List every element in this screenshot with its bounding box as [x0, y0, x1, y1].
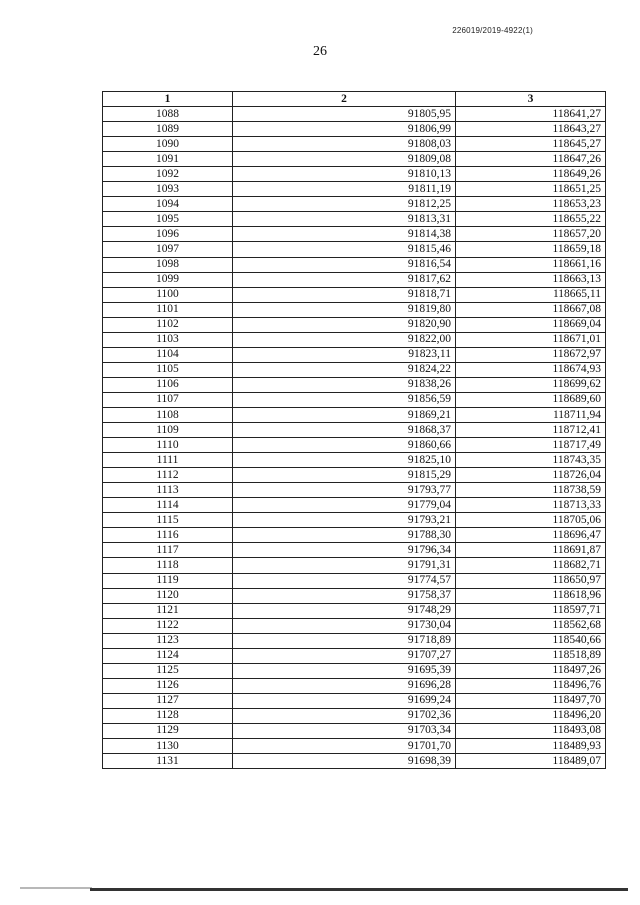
x-coordinate-cell: 91860,66	[233, 438, 456, 453]
table-header-row	[103, 92, 606, 107]
point-number-cell: 1109	[103, 423, 233, 438]
column-header-x: 2	[233, 92, 456, 107]
x-coordinate-cell: 91838,26	[233, 377, 456, 392]
table-row	[103, 573, 606, 588]
table-row	[103, 603, 606, 618]
y-coordinate-cell: 118696,47	[456, 528, 606, 543]
y-coordinate-cell: 118691,87	[456, 543, 606, 558]
table-row	[103, 543, 606, 558]
y-coordinate-cell: 118669,04	[456, 317, 606, 332]
x-coordinate-cell: 91707,27	[233, 648, 456, 663]
x-coordinate-cell: 91793,21	[233, 513, 456, 528]
y-coordinate-cell: 118665,11	[456, 287, 606, 302]
table-row	[103, 453, 606, 468]
y-coordinate-cell: 118650,97	[456, 573, 606, 588]
x-coordinate-cell: 91868,37	[233, 423, 456, 438]
table-row	[103, 558, 606, 573]
point-number-cell: 1122	[103, 618, 233, 633]
x-coordinate-cell: 91856,59	[233, 392, 456, 407]
x-coordinate-cell: 91748,29	[233, 603, 456, 618]
table-row	[103, 678, 606, 693]
table-row	[103, 588, 606, 603]
x-coordinate-cell: 91703,34	[233, 723, 456, 738]
y-coordinate-cell: 118661,16	[456, 257, 606, 272]
table-row	[103, 242, 606, 257]
point-number-cell: 1119	[103, 573, 233, 588]
x-coordinate-cell: 91824,22	[233, 362, 456, 377]
point-number-cell: 1129	[103, 723, 233, 738]
y-coordinate-cell: 118653,23	[456, 197, 606, 212]
x-coordinate-cell: 91730,04	[233, 618, 456, 633]
table-row	[103, 287, 606, 302]
table-row	[103, 633, 606, 648]
x-coordinate-cell: 91808,03	[233, 137, 456, 152]
y-coordinate-cell: 118497,70	[456, 693, 606, 708]
y-coordinate-cell: 118496,20	[456, 708, 606, 723]
y-coordinate-cell: 118643,27	[456, 122, 606, 137]
point-number-cell: 1120	[103, 588, 233, 603]
point-number-cell: 1113	[103, 483, 233, 498]
point-number-cell: 1117	[103, 543, 233, 558]
point-number-cell: 1130	[103, 739, 233, 754]
y-coordinate-cell: 118489,07	[456, 754, 606, 769]
point-number-cell: 1131	[103, 754, 233, 769]
y-coordinate-cell: 118647,26	[456, 152, 606, 167]
table-row	[103, 107, 606, 122]
table-row	[103, 182, 606, 197]
x-coordinate-cell: 91699,24	[233, 693, 456, 708]
x-coordinate-cell: 91788,30	[233, 528, 456, 543]
x-coordinate-cell: 91793,77	[233, 483, 456, 498]
x-coordinate-cell: 91823,11	[233, 347, 456, 362]
x-coordinate-cell: 91779,04	[233, 498, 456, 513]
x-coordinate-cell: 91718,89	[233, 633, 456, 648]
point-number-cell: 1116	[103, 528, 233, 543]
table-row	[103, 167, 606, 182]
y-coordinate-cell: 118497,26	[456, 663, 606, 678]
point-number-cell: 1123	[103, 633, 233, 648]
point-number-cell: 1128	[103, 708, 233, 723]
table-row	[103, 362, 606, 377]
x-coordinate-cell: 91822,00	[233, 332, 456, 347]
y-coordinate-cell: 118562,68	[456, 618, 606, 633]
y-coordinate-cell: 118743,35	[456, 453, 606, 468]
table-row	[103, 528, 606, 543]
column-header-y: 3	[456, 92, 606, 107]
x-coordinate-cell: 91812,25	[233, 197, 456, 212]
table-row	[103, 272, 606, 287]
y-coordinate-cell: 118659,18	[456, 242, 606, 257]
table-row	[103, 377, 606, 392]
y-coordinate-cell: 118705,06	[456, 513, 606, 528]
y-coordinate-cell: 118672,97	[456, 347, 606, 362]
y-coordinate-cell: 118682,71	[456, 558, 606, 573]
point-number-cell: 1099	[103, 272, 233, 287]
point-number-cell: 1098	[103, 257, 233, 272]
table-row	[103, 152, 606, 167]
point-number-cell: 1102	[103, 317, 233, 332]
table-row	[103, 257, 606, 272]
x-coordinate-cell: 91813,31	[233, 212, 456, 227]
table-row	[103, 347, 606, 362]
y-coordinate-cell: 118641,27	[456, 107, 606, 122]
table-row	[103, 332, 606, 347]
y-coordinate-cell: 118649,26	[456, 167, 606, 182]
table-row	[103, 227, 606, 242]
table-row	[103, 317, 606, 332]
point-number-cell: 1101	[103, 302, 233, 317]
x-coordinate-cell: 91820,90	[233, 317, 456, 332]
y-coordinate-cell: 118597,71	[456, 603, 606, 618]
table-row	[103, 498, 606, 513]
table-row	[103, 302, 606, 317]
page-number: 26	[313, 44, 327, 59]
point-number-cell: 1111	[103, 453, 233, 468]
table-row	[103, 197, 606, 212]
x-coordinate-cell: 91809,08	[233, 152, 456, 167]
table-row	[103, 739, 606, 754]
point-number-cell: 1092	[103, 167, 233, 182]
y-coordinate-cell: 118651,25	[456, 182, 606, 197]
y-coordinate-cell: 118618,96	[456, 588, 606, 603]
table-row	[103, 754, 606, 769]
table-row	[103, 708, 606, 723]
table-row	[103, 468, 606, 483]
table-row	[103, 423, 606, 438]
x-coordinate-cell: 91815,46	[233, 242, 456, 257]
scan-smudge	[20, 887, 92, 889]
table-row	[103, 483, 606, 498]
point-number-cell: 1094	[103, 197, 233, 212]
table-row	[103, 438, 606, 453]
point-number-cell: 1114	[103, 498, 233, 513]
point-number-cell: 1090	[103, 137, 233, 152]
y-coordinate-cell: 118655,22	[456, 212, 606, 227]
coordinates-table	[102, 91, 606, 769]
point-number-cell: 1110	[103, 438, 233, 453]
point-number-cell: 1107	[103, 392, 233, 407]
y-coordinate-cell: 118699,62	[456, 377, 606, 392]
point-number-cell: 1095	[103, 212, 233, 227]
point-number-cell: 1100	[103, 287, 233, 302]
x-coordinate-cell: 91816,54	[233, 257, 456, 272]
point-number-cell: 1121	[103, 603, 233, 618]
y-coordinate-cell: 118489,93	[456, 739, 606, 754]
table-row	[103, 723, 606, 738]
table-row	[103, 392, 606, 407]
point-number-cell: 1106	[103, 377, 233, 392]
point-number-cell: 1112	[103, 468, 233, 483]
point-number-cell: 1088	[103, 107, 233, 122]
y-coordinate-cell: 118657,20	[456, 227, 606, 242]
x-coordinate-cell: 91758,37	[233, 588, 456, 603]
x-coordinate-cell: 91818,71	[233, 287, 456, 302]
x-coordinate-cell: 91796,34	[233, 543, 456, 558]
x-coordinate-cell: 91695,39	[233, 663, 456, 678]
y-coordinate-cell: 118540,66	[456, 633, 606, 648]
point-number-cell: 1103	[103, 332, 233, 347]
point-number-cell: 1089	[103, 122, 233, 137]
y-coordinate-cell: 118712,41	[456, 423, 606, 438]
point-number-cell: 1097	[103, 242, 233, 257]
x-coordinate-cell: 91805,95	[233, 107, 456, 122]
bottom-rule	[90, 888, 628, 891]
table-row	[103, 663, 606, 678]
x-coordinate-cell: 91791,31	[233, 558, 456, 573]
table-row	[103, 693, 606, 708]
point-number-cell: 1125	[103, 663, 233, 678]
y-coordinate-cell: 118663,13	[456, 272, 606, 287]
x-coordinate-cell: 91806,99	[233, 122, 456, 137]
point-number-cell: 1108	[103, 407, 233, 422]
x-coordinate-cell: 91815,29	[233, 468, 456, 483]
table-row	[103, 407, 606, 422]
x-coordinate-cell: 91698,39	[233, 754, 456, 769]
table-body	[103, 107, 606, 769]
x-coordinate-cell: 91817,62	[233, 272, 456, 287]
y-coordinate-cell: 118667,08	[456, 302, 606, 317]
table-row	[103, 618, 606, 633]
x-coordinate-cell: 91811,19	[233, 182, 456, 197]
y-coordinate-cell: 118726,04	[456, 468, 606, 483]
y-coordinate-cell: 118711,94	[456, 407, 606, 422]
point-number-cell: 1096	[103, 227, 233, 242]
column-header-point: 1	[103, 92, 233, 107]
y-coordinate-cell: 118645,27	[456, 137, 606, 152]
x-coordinate-cell: 91819,80	[233, 302, 456, 317]
point-number-cell: 1105	[103, 362, 233, 377]
point-number-cell: 1124	[103, 648, 233, 663]
y-coordinate-cell: 118671,01	[456, 332, 606, 347]
point-number-cell: 1127	[103, 693, 233, 708]
table-row	[103, 122, 606, 137]
y-coordinate-cell: 118713,33	[456, 498, 606, 513]
point-number-cell: 1091	[103, 152, 233, 167]
table-row	[103, 648, 606, 663]
x-coordinate-cell: 91696,28	[233, 678, 456, 693]
y-coordinate-cell: 118717,49	[456, 438, 606, 453]
table-row	[103, 513, 606, 528]
x-coordinate-cell: 91869,21	[233, 407, 456, 422]
x-coordinate-cell: 91814,38	[233, 227, 456, 242]
x-coordinate-cell: 91702,36	[233, 708, 456, 723]
y-coordinate-cell: 118674,93	[456, 362, 606, 377]
point-number-cell: 1126	[103, 678, 233, 693]
point-number-cell: 1118	[103, 558, 233, 573]
point-number-cell: 1104	[103, 347, 233, 362]
y-coordinate-cell: 118493,08	[456, 723, 606, 738]
y-coordinate-cell: 118738,59	[456, 483, 606, 498]
x-coordinate-cell: 91825,10	[233, 453, 456, 468]
x-coordinate-cell: 91810,13	[233, 167, 456, 182]
x-coordinate-cell: 91774,57	[233, 573, 456, 588]
y-coordinate-cell: 118518,89	[456, 648, 606, 663]
table-row	[103, 137, 606, 152]
point-number-cell: 1115	[103, 513, 233, 528]
y-coordinate-cell: 118689,60	[456, 392, 606, 407]
point-number-cell: 1093	[103, 182, 233, 197]
table-row	[103, 212, 606, 227]
y-coordinate-cell: 118496,76	[456, 678, 606, 693]
document-id: 226019/2019-4922(1)	[452, 26, 533, 35]
x-coordinate-cell: 91701,70	[233, 739, 456, 754]
